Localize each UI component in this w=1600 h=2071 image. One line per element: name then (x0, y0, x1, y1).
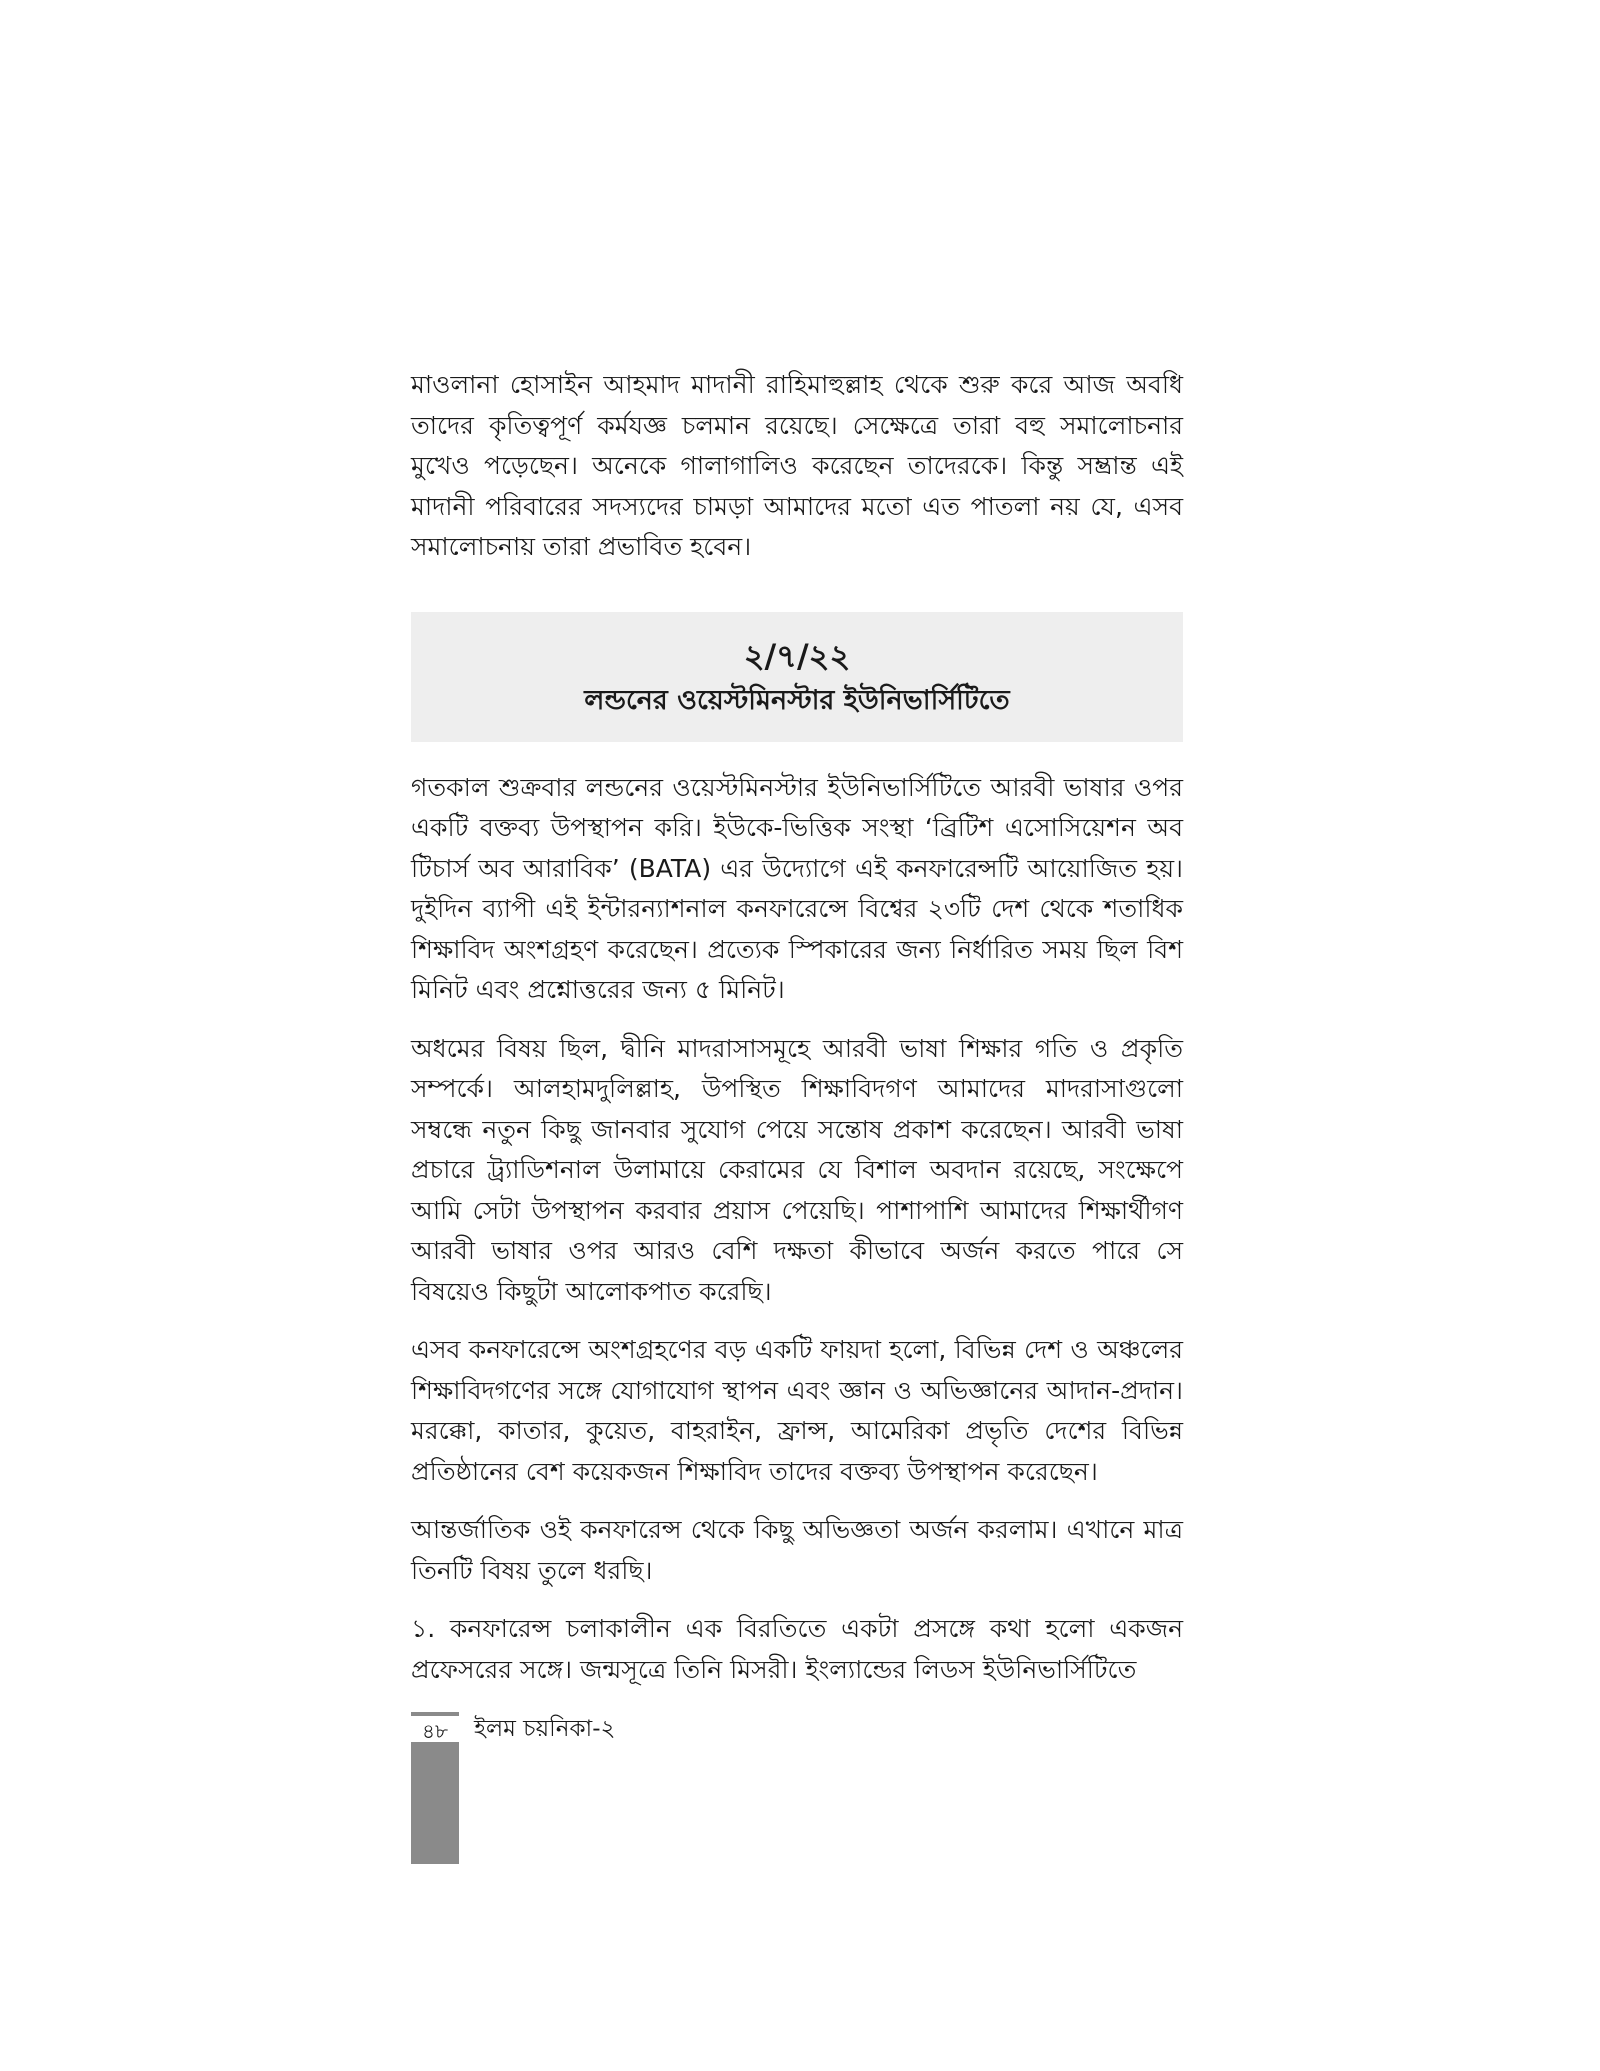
running-footer-title: ইলম চয়নিকা-২ (474, 1716, 616, 1742)
section-date: ২/৭/২২ (743, 636, 851, 675)
body-paragraph-4: আন্তর্জাতিক ওই কনফারেন্স থেকে কিছু অভিজ্ঞতা অর্জন করলাম। এখানে মাত্র তিনটি বিষয় তুলে ধরছি। (411, 1515, 1183, 1585)
section-title: লন্ডনের ওয়েস্টমিনস্টার ইউনিভার্সিটিতে (584, 684, 1010, 716)
body-paragraph-5: ১. কনফারেন্স চলাকালীন এক বিরতিতে একটা প্রসঙ্গে কথা হলো একজন প্রফেসরের সঙ্গে। জন্মসূত্রে তিনি মিসরী। ইংল্যান্ডের লিডস ইউনিভার্সিটিতে (411, 1614, 1183, 1684)
footer-tab-bar (411, 1712, 459, 1864)
page-number: ৪৮ (422, 1719, 448, 1743)
page-number-box (411, 1712, 459, 1742)
body-paragraph-2: অধমের বিষয় ছিল, দ্বীনি মাদরাসাসমূহে আরবী ভাষা শিক্ষার গতি ও প্রকৃতি সম্পর্কে। আলহামদুলিল্লাহ, উপস্থিত শিক্ষাবিদগণ আমাদের মাদরাসাগুলো সম্বন্ধে নতুন কিছু জানবার সুযোগ পেয়ে সন্তোষ প্রকাশ করেছেন। আরবী ভাষা প্রচারে ট্র্যাডিশনাল উলামায়ে কেরামের যে বিশাল অবদান রয়েছে, সংক্ষেপে আমি সেটা উপস্থাপন করবার প্রয়াস পেয়েছি। পাশাপাশি আমাদের শিক্ষার্থীগণ আরবী ভাষার ওপর আরও বেশি দক্ষতা কীভাবে অর্জন করতে পারে সে বিষয়েও কিছুটা আলোকপাত করেছি। (411, 1033, 1183, 1306)
page-body (411, 365, 1183, 1708)
body-paragraph-3: এসব কনফারেন্সে অংশগ্রহণের বড় একটি ফায়দা হলো, বিভিন্ন দেশ ও অঞ্চলের শিক্ষাবিদগণের সঙ্গে যোগাযোগ স্থাপন এবং জ্ঞান ও অভিজ্ঞানের আদান-প্রদান। মরক্কো, কাতার, কুয়েত, বাহরাইন, ফ্রান্স, আমেরিকা প্রভৃতি দেশের বিভিন্ন প্রতিষ্ঠানের বেশ কয়েকজন শিক্ষাবিদ তাদের বক্তব্য উপস্থাপন করেছেন। (411, 1335, 1183, 1486)
section-heading (411, 612, 1183, 742)
intro-paragraph: মাওলানা হোসাইন আহমাদ মাদানী রাহিমাহুল্লাহ থেকে শুরু করে আজ অবধি তাদের কৃতিত্বপূর্ণ কর্মযজ্ঞ চলমান রয়েছে। সেক্ষেত্রে তারা বহু সমালোচনার মুখেও পড়েছেন। অনেকে গালাগালিও করেছেন তাদেরকে। কিন্তু সম্ভ্রান্ত এই মাদানী পরিবারের সদস্যদের চামড়া আমাদের মতো এত পাতলা নয় যে, এসব সমালোচনায় তারা প্রভাবিত হবেন। (411, 370, 1183, 561)
body-paragraph-1: গতকাল শুক্রবার লন্ডনের ওয়েস্টমিনস্টার ইউনিভার্সিটিতে আরবী ভাষার ওপর একটি বক্তব্য উপস্থাপন করি। ইউকে-ভিত্তিক সংস্থা ‘ব্রিটিশ এসোসিয়েশন অব টিচার্স অব আরাবিক’ (BATA) এর উদ্যোগে এই কনফারেন্সটি আয়োজিত হয়। দুইদিন ব্যাপী এই ইন্টারন্যাশনাল কনফারেন্সে বিশ্বের ২৩টি দেশ থেকে শতাধিক শিক্ষাবিদ অংশগ্রহণ করেছেন। প্রত্যেক স্পিকারের জন্য নির্ধারিত সময় ছিল বিশ মিনিট এবং প্রশ্নোত্তরের জন্য ৫ মিনিট। (411, 772, 1183, 1004)
